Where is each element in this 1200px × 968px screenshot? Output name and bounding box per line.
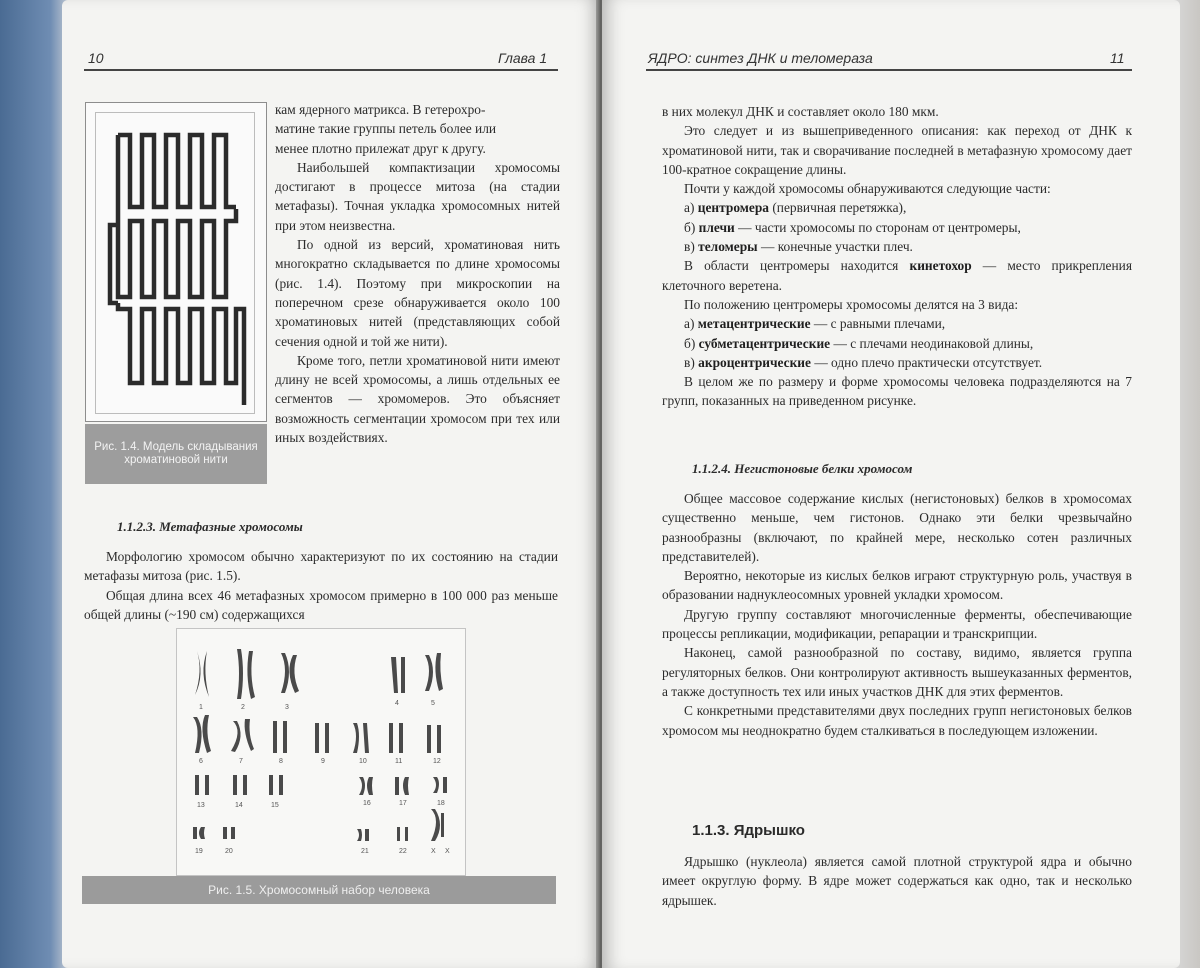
- karyotype-label-20: 20: [225, 848, 233, 855]
- right-running-head: ЯДРО: синтез ДНК и теломераза: [648, 50, 873, 66]
- left-page-number: 10: [88, 50, 104, 66]
- karyotype-label-3: 3: [285, 704, 289, 711]
- right-paragraph-1: в них молекул ДНК и составляет около 180 мкм.: [662, 104, 939, 119]
- column-line-2: матине такие группы петель более или: [275, 121, 497, 137]
- left-column-text: [275, 100, 560, 447]
- right-text-block-3: [662, 852, 1132, 910]
- left-running-head: Глава 1: [498, 50, 548, 66]
- fold-row-1: [118, 135, 236, 209]
- column-line-3: менее плотно прилежат друг к другу.: [275, 140, 486, 156]
- left-header-rule: [84, 69, 558, 71]
- column-paragraph-2: Наибольшей компактизации хромосомы достигают в процессе митоза (на стадии метафазы). Точная укладка хромосомных нитей при этом неизвестна.: [275, 159, 560, 233]
- right-paragraph-5: По положению центромеры хромосомы делятся на 3 вида:: [684, 296, 1019, 312]
- karyotype-label-13: 13: [197, 802, 205, 809]
- right-paragraph-12: Ядрышко (нуклеола) является самой плотной структурой ядра и обычно имеет округлую форму. В ядре может содержаться как одно, так и несколько ядрышек.: [662, 854, 1132, 908]
- parts-item-b: б) плечи — части хромосомы по сторонам от центромеры,: [684, 219, 1021, 235]
- karyotype-label-16: 16: [363, 800, 371, 807]
- right-paragraph-7: Общее массовое содержание кислых (негистоновых) белков в хромосомах существенно меньше, чем гистонов. Однако эти белки чрезвычайно разнообразны (включают, по крайней мере, несколько сотен различных представителей).: [662, 491, 1132, 564]
- right-paragraph-4: В области центромеры находится кинетохор — место прикрепления клеточного веретена.: [662, 258, 1132, 293]
- right-paragraph-11: С конкретными представителями двух последних групп негистоновых белков хромосом мы неоднократно будем сталкиваться в последующем изложении.: [662, 703, 1132, 738]
- chromosome-4: [391, 657, 405, 693]
- types-item-c: в) акроцентрические — одно плечо практически отсутствует.: [684, 354, 1043, 370]
- karyotype-drawing: [177, 629, 465, 875]
- chromosome-20: [223, 827, 235, 839]
- chromosome-17: [395, 777, 409, 795]
- karyotype-label-14: 14: [235, 802, 243, 809]
- karyotype-label-7: 7: [239, 758, 243, 765]
- chromosome-21: [357, 829, 369, 841]
- karyotype-label-9: 9: [321, 758, 325, 765]
- chromosome-6: [193, 715, 211, 753]
- karyotype-label-8: 8: [279, 758, 283, 765]
- karyotype-label-5: 5: [431, 700, 435, 707]
- chromosome-10: [353, 723, 369, 753]
- figure-1-5: [176, 628, 466, 876]
- chromosome-7: [231, 719, 254, 752]
- right-text-block-1: [662, 102, 1132, 411]
- section-title-1-1-2-4: 1.1.2.4. Негистоновые белки хромосом: [692, 461, 913, 476]
- karyotype-label-6: 6: [199, 758, 203, 765]
- chromosome-18: [433, 777, 447, 793]
- column-paragraph-4: Кроме того, петли хроматиновой нити имеют длину не всей хромосомы, а лишь отдельных ее сегментов — хромомеров. Это объясняет возможность сегментации хромосом при тех или иных воздействиях.: [275, 352, 560, 446]
- figure-1-5-caption: Рис. 1.5. Хромосомный набор человека: [82, 876, 556, 904]
- chromosome-16: [359, 777, 373, 795]
- chromosome-15: [269, 775, 283, 795]
- column-paragraph-3: По одной из версий, хроматиновая нить многократно складывается по длине хромосомы (рис. 1.4). Поэтому при микроскопии на поперечном срезе обнаруживается около 100 хроматиновых нитей (представляющих собой сечения одной и той же нити).: [275, 237, 560, 349]
- right-text-block-2: [662, 489, 1132, 740]
- chromosome-2: [237, 649, 255, 699]
- chromosome-X2: [441, 813, 444, 837]
- chromosome-5: [425, 653, 443, 691]
- parts-item-c: в) теломеры — конечные участки плеч.: [684, 239, 913, 255]
- karyotype-label-12: 12: [433, 758, 441, 765]
- chromosome-8: [273, 721, 287, 753]
- types-item-b: б) субметацентрические — с плечами неодинаковой длины,: [684, 335, 1034, 351]
- chromosome-X1: [431, 809, 440, 841]
- figure-1-4: [85, 102, 267, 422]
- right-paragraph-10: Наконец, самой разнообразной по составу, видимо, является группа регуляторных белков. Они контролируют активность вышеуказанных ферментов, а также доступность тех или иных участков ДНК для этих ферментов.: [662, 645, 1132, 699]
- karyotype-label-2: 2: [241, 704, 245, 711]
- right-header-rule: [646, 69, 1132, 71]
- chromosome-11: [389, 723, 403, 753]
- karyotype-label-4: 4: [395, 700, 399, 707]
- chromosome-1: [195, 651, 209, 697]
- karyotype-label-10: 10: [359, 758, 367, 765]
- karyotype-label-22: 22: [399, 848, 407, 855]
- fold-row-3: [118, 303, 244, 405]
- parts-item-a: а) центромера (первичная перетяжка),: [684, 200, 907, 216]
- subsection-title-1-1-3: 1.1.3. Ядрышко: [692, 822, 805, 839]
- chromosome-14: [233, 775, 247, 795]
- chromatin-fold-drawing: [96, 113, 254, 413]
- karyotype-label-15: 15: [271, 802, 279, 809]
- karyotype-label-1: 1: [199, 704, 203, 711]
- right-page-number: 11: [1110, 50, 1125, 66]
- chromosome-12: [427, 725, 441, 753]
- column-line-1: кам ядерного матрикса. В гетерохро-: [275, 102, 486, 117]
- chromosome-19: [193, 827, 205, 839]
- fold-row-2: [110, 209, 236, 303]
- figure-1-4-frame: [95, 112, 255, 414]
- chromosome-13: [195, 775, 209, 795]
- karyotype-label-x1: X: [431, 848, 436, 855]
- full-paragraph-2: Общая длина всех 46 метафазных хромосом примерно в 100 000 раз меньше общей длины (~190 см) содержащихся: [84, 587, 558, 622]
- right-paragraph-6: В целом же по размеру и форме хромосомы человека подразделяются на 7 групп, показанных на приведенном рисунке.: [662, 374, 1132, 409]
- chromosome-22: [397, 827, 408, 841]
- right-paragraph-3: Почти у каждой хромосомы обнаруживаются следующие части:: [684, 181, 1051, 197]
- figure-1-4-caption: Рис. 1.4. Модель складывания хроматиновой нити: [85, 424, 267, 484]
- types-item-a: а) метацентрические — с равными плечами,: [684, 316, 946, 332]
- right-paragraph-8: Вероятно, некоторые из кислых белков играют структурную роль, участвуя в образовании наднуклеосомных уровней укладки хромосом.: [662, 568, 1132, 603]
- karyotype-label-11: 11: [395, 758, 403, 765]
- section-title-1-1-2-3: 1.1.2.3. Метафазные хромосомы: [117, 519, 303, 534]
- right-paragraph-2: Это следует и из вышеприведенного описания: как переход от ДНК к хроматиновой нити, так и сворачивание последней в метафазную хромосому дает 100-кратное сокращение длины.: [662, 123, 1132, 177]
- karyotype-label-21: 21: [361, 848, 369, 855]
- karyotype-label-x2: X: [445, 848, 450, 855]
- full-paragraph-1: Морфологию хромосом обычно характеризуют по их состоянию на стадии метафазы митоза (рис. 1.5).: [84, 549, 558, 584]
- left-full-text: [84, 547, 558, 624]
- chromosome-9: [315, 723, 329, 753]
- karyotype-label-18: 18: [437, 800, 445, 807]
- chromosome-3: [281, 653, 299, 693]
- karyotype-label-17: 17: [399, 800, 407, 807]
- right-paragraph-9: Другую группу составляют многочисленные ферменты, обеспечивающие процессы репликации, модификации, репарации и транскрипции.: [662, 606, 1132, 642]
- karyotype-label-19: 19: [195, 848, 203, 855]
